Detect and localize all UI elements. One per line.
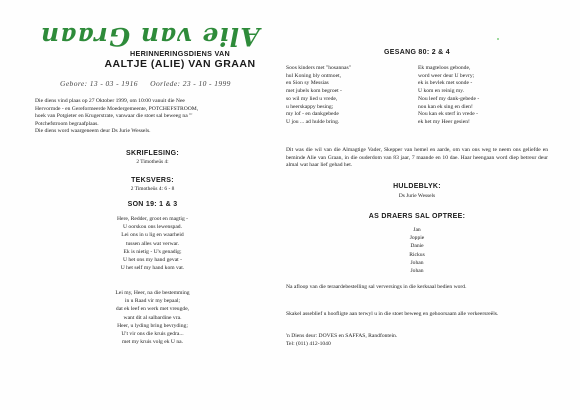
poem-line: u heerskappy besing; [286, 103, 334, 110]
poem-line: Ek is nietig - U's genadig; [123, 248, 182, 255]
poem-line: U het self my hand kom vat. [120, 265, 185, 272]
skriflesing-heading: SKRIFLESING: [126, 150, 179, 157]
life-dates [60, 79, 241, 88]
draer-name: Johan [410, 259, 424, 266]
poem-line: my lof - en dankgebede [286, 111, 339, 118]
son-heading: SON 19: 1 & 3 [127, 201, 178, 208]
green-speck [497, 38, 499, 40]
poem-line: U't vir ons die kruis gedra... [121, 331, 184, 338]
son-verse-1 [35, 215, 270, 272]
poem-line: tussen alles wat verwar. [125, 240, 180, 247]
draer-name: Rickus [409, 251, 425, 258]
poem-line: met jubels kom begroet - [286, 88, 342, 95]
intro-line: Hervormde - en Gereformeerde Moedergemeente, POTCHEFSTROOM, [35, 105, 199, 112]
poem-line: hul Koning bly ontmoet, [286, 72, 342, 79]
poem-line: Nou leef my dank-gebede - [418, 95, 480, 102]
huldeblyk-heading: HULDEBLYK: [393, 183, 441, 190]
poem-line: en Sion sy Messias [286, 80, 329, 87]
poem-line: Heer, u lyding bring bevryding; [117, 322, 188, 329]
refreshments-paragraph: Na afloop van die teraardebestelling sal verversings in die kerksaal bedien word. [286, 284, 467, 290]
service-intro [35, 98, 270, 136]
draer-name: Jan [413, 227, 421, 233]
intro-line: Die diens vind plaas op 27 Oktober 1999, om 10:00 vanuit die Nee [35, 98, 185, 104]
poem-line: ek het my Heer gesien! [418, 118, 470, 125]
poem-line: dat ek leef en werk met vreugde, [115, 306, 190, 313]
undertaker-info [286, 333, 548, 348]
poem-line: want dit al salbardine vra. [123, 314, 182, 321]
teksvers-text: 2 Timotheüs 4: 6 - 8 [130, 186, 175, 192]
name-logo [40, 22, 280, 52]
poem-line: in u Raad vir my bepaal; [124, 298, 181, 305]
poem-line: Soos kinders met "hosannas" [286, 65, 352, 71]
gesang-heading: GESANG 80: 2 & 4 [384, 49, 450, 56]
undertaker-name: 'n Diens deur: DOVES en SAFFAS, Randfontein. [286, 333, 398, 339]
obituary-paragraph: Dit was die wil van die Almagtige Vader, Skepper van hemel en aarde, om van ons weg te neem ons geliefde en beminde Alie van Graan, in die ouderdom van 83 jaar, 7 maande en 10 dae. Haar heengaan word diep betreur deur almal wat haar lief gehad het. [286, 147, 548, 169]
poem-line: Here, Redder, groot en magtig - [116, 216, 189, 222]
intro-line: Die diens word waargeneem deur Ds Jurie Wessels. [35, 128, 151, 135]
draer-name: Johan [410, 268, 424, 275]
born-date: Gebore: 13 - 03 - 1916 [60, 79, 138, 88]
draers-list [286, 226, 548, 275]
poem-line: Lei ons in u lig en waarheid [121, 232, 184, 239]
poem-line: U kom en reinig my. [418, 88, 465, 95]
intro-line: hoek van Potgieter en Krugerstrate, vanwaar die stoet sal beweeg na "' [35, 113, 193, 120]
poem-line: nou kan ek sing en dien! [418, 103, 473, 110]
headlights-paragraph: Skakel asseblief u hoofligte aan terwyl u in die stoet beweeg en gehoorsaam alle verkeersreëls. [286, 311, 499, 317]
draer-name: Joppie [409, 235, 425, 242]
poem-line: so wil my lied u vrede, [286, 95, 338, 102]
huldeblyk-text: Ds Jurie Wessels [398, 193, 436, 199]
draer-name: Danie [410, 243, 424, 250]
draers-heading: AS DRAERS SAL OPTREE: [368, 213, 466, 220]
skriflesing-text: 2 Timotheüs 4: [136, 159, 169, 165]
poem-line: U oorskou ons lewenspad. [122, 224, 183, 231]
poem-line: Ek magteloos gebonde, [418, 65, 471, 71]
teksvers-heading: TEKSVERS: [131, 177, 174, 184]
deceased-name: AALTJE (ALIE) VAN GRAAN [104, 58, 256, 70]
gesang-verse-left [286, 65, 414, 127]
poem-line: word weer deur U bevry; [418, 72, 475, 79]
poem-line: Nou kan ek sterf in vrede - [418, 111, 478, 118]
poem-line: met my kruis volg ek U na. [121, 339, 184, 346]
poem-line: ek is bevlek met sonde - [418, 80, 473, 87]
son-verse-2 [35, 289, 270, 346]
gesang-verse-right [418, 65, 548, 127]
poem-line: Lei my, Heer, na die bestemming [115, 290, 190, 296]
logo-text: Alie van Graan [40, 22, 260, 51]
service-title: HERINNERINGSDIENS VAN [129, 49, 230, 58]
died-date: Oorlede: 23 - 10 - 1999 [150, 79, 231, 88]
poem-line: U jou ... ad hulde bring. [286, 118, 340, 125]
intro-line: Potchefstroom begraafplaas. [35, 120, 99, 127]
poem-line: U het ons my hand gevat - [122, 257, 183, 264]
undertaker-phone: Tel: (011) 412-1040 [286, 340, 331, 347]
